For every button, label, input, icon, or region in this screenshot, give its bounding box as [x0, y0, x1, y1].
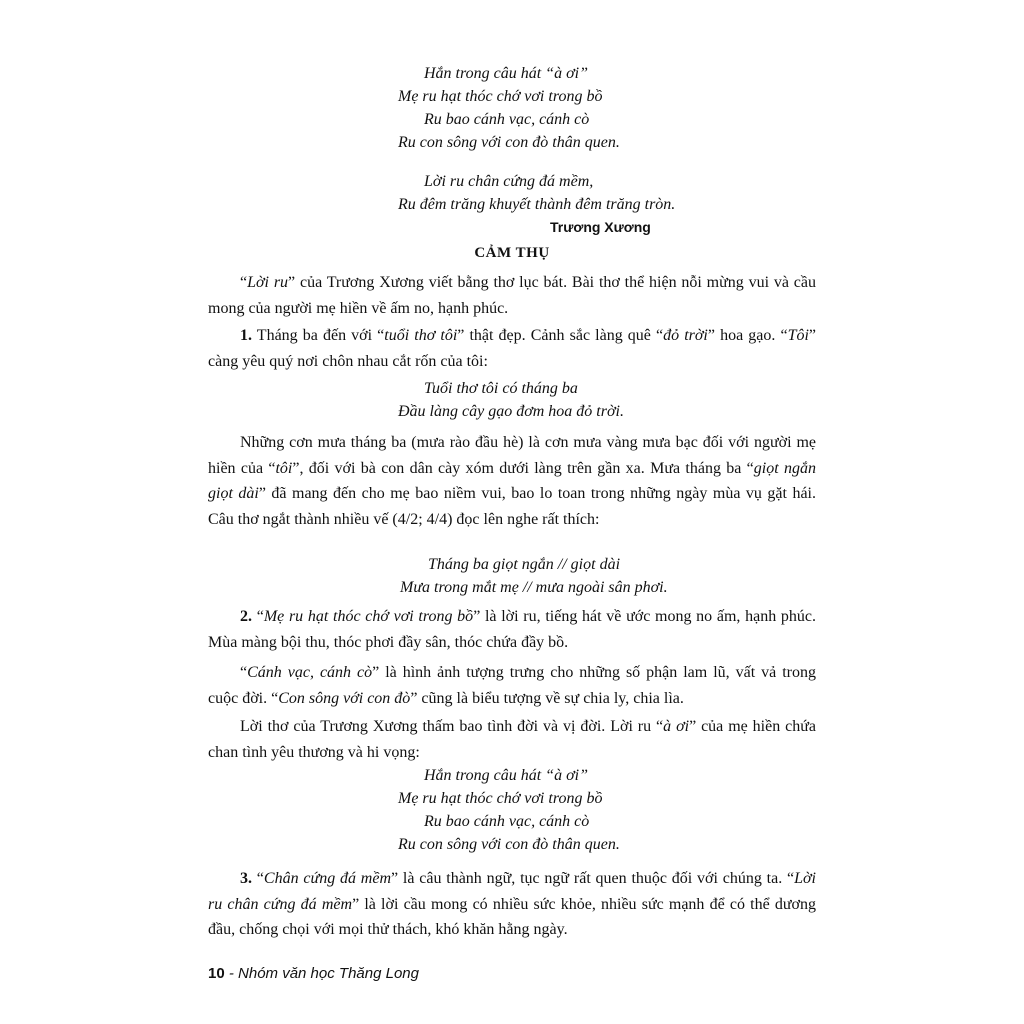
paragraph-5	[208, 714, 816, 765]
section-title: CẢM THỤ	[474, 245, 550, 261]
poem-line: Ru con sông với con đò thân quen.	[398, 134, 620, 151]
paragraph-number: 3.	[240, 870, 252, 887]
page-footer	[208, 965, 419, 982]
paragraph-3: 2. “Mẹ ru hạt thóc chớ vơi trong bồ” là lời ru, tiếng hát về ước mong no ấm, hạnh phúc. Mùa màng bội thu, thóc phơi đầy sân, thóc chứa đầy bồ.	[208, 608, 817, 651]
paragraph-text: ” đã mang đến cho mẹ bao niềm vui, bao lo toan trong những ngày mùa vụ gặt hái. Câu thơ ngắt thành nhiều vế (4/2; 4/4) đọc lên nghe rất thích:	[208, 485, 816, 528]
paragraph-text: ” thật đẹp. Cảnh sắc làng quê “	[457, 327, 664, 344]
quote-term: Lời ru	[247, 274, 289, 291]
quote-poem-2	[400, 553, 668, 599]
paragraph-text: ” là lời cầu mong có nhiều sức khỏe, nhiều sức mạnh để có thể dương đầu, chống chọi với mọi thử thách, khó khăn hằng ngày.	[208, 895, 817, 938]
paragraph-text: ” là hình ảnh tượng trưng cho những số phận lam lũ, vất vả trong cuộc đời. “	[208, 664, 816, 707]
paragraph-text: Những cơn mưa tháng ba (mưa rào đầu hè) là cơn mưa vàng mưa bạc đối với người mẹ hiền của “	[208, 434, 816, 477]
paragraph-4: “Cánh vạc, cánh cò” là hình ảnh tượng trưng cho những số phận lam lũ, vất vả trong cuộc đời. “Con sông với con đò” cũng là biểu tượng về sự chia ly, chia lìa.	[208, 664, 816, 707]
poem-line: Mẹ ru hạt thóc chớ vơi trong bồ	[398, 88, 603, 105]
paragraph-2	[208, 430, 816, 532]
quote-term: đỏ trời	[663, 327, 708, 344]
poem-line: Lời ru chân cứng đá mềm,	[424, 173, 594, 190]
paragraph-number: 1.	[240, 327, 252, 344]
quote-term: giọt ngắn giọt dài	[208, 459, 817, 502]
quote-term: Lời ru chân cứng đá mềm	[208, 870, 816, 913]
paragraph-text: ”, đối với bà con dân cày xóm dưới làng trên gần xa. Mưa tháng ba “	[292, 459, 754, 477]
poem-line: Ru đêm trăng khuyết thành đêm trăng tròn.	[398, 196, 676, 213]
intro-paragraph: “Lời ru” của Trương Xương viết bằng thơ lục bát. Bài thơ thể hiện nỗi mừng vui và cầu mong của người mẹ hiền về ấm no, hạnh phúc.	[208, 274, 816, 317]
quote-term: Mẹ ru hạt thóc chớ vơi trong bồ	[263, 608, 474, 625]
paragraph-1	[208, 323, 816, 374]
paragraph-6: 3. “Chân cứng đá mềm” là câu thành ngữ, tục ngữ rất quen thuộc đối với chúng ta. “Lời ru chân cứng đá mềm” là lời cầu mong có nhiều sức khỏe, nhiều sức mạnh để có thể dương đầu, chống chọi với mọi thử thách, khó khăn hằng ngày.	[208, 870, 817, 938]
paragraph-text: ” cũng là biểu tượng về sự chia ly, chia lìa.	[410, 689, 684, 707]
quote-term: Chân cứng đá mềm	[263, 870, 392, 887]
poem-stanza-2	[398, 170, 675, 216]
quote-term: à ơi	[663, 718, 690, 735]
paragraph-text: Lời thơ của Trương Xương thấm bao tình đời và vị đời. Lời ru “	[240, 718, 664, 735]
paragraph-text: ” càng yêu quý nơi chôn nhau cắt rốn của tôi:	[208, 327, 817, 370]
poem-line: Tuổi thơ tôi có tháng ba	[424, 380, 578, 397]
poem-line: Mẹ ru hạt thóc chớ vơi trong bồ	[398, 790, 603, 807]
paragraph-text: Tháng ba đến với “	[252, 327, 385, 344]
poem-line: Hắn trong câu hát “à ơi”	[424, 65, 588, 82]
paragraph-text: ” là câu thành ngữ, tục ngữ rất quen thuộc đối với chúng ta. “	[391, 870, 795, 887]
page-number: 10	[208, 965, 225, 982]
poem-line: Ru bao cánh vạc, cánh cò	[424, 813, 590, 830]
quote-term: Tôi	[787, 327, 809, 344]
book-title: - Nhóm văn học Thăng Long	[224, 965, 419, 982]
paragraph-text: ” của mẹ hiền chứa chan tình yêu thương và hi vọng:	[208, 718, 817, 761]
paragraph-text: của Trương Xương viết bằng thơ lục bát. Bài thơ thể hiện nỗi mừng vui và cầu mong của người mẹ hiền về ấm no, hạnh phúc.	[208, 274, 816, 317]
paragraph-number: 2.	[240, 608, 252, 625]
quote-term: Con sông với con đò	[278, 689, 411, 707]
poem-line: Ru con sông với con đò thân quen.	[398, 836, 620, 853]
poem-line: Hắn trong câu hát “à ơi”	[424, 767, 588, 784]
poem-line: Đầu làng cây gạo đơm hoa đỏ trời.	[398, 403, 624, 420]
paragraph-text: ” là lời ru, tiếng hát về ước mong no ấm, hạnh phúc. Mùa màng bội thu, thóc phơi đầy sân, thóc chứa đầy bồ.	[208, 608, 817, 651]
quote-poem-3	[398, 764, 620, 856]
poem-line: Mưa trong mắt mẹ // mưa ngoài sân phơi.	[400, 579, 668, 596]
poem-author: Trương Xương	[550, 219, 651, 235]
quote-poem-1	[398, 377, 624, 423]
quote-term: Cánh vạc, cánh cò	[247, 664, 373, 681]
quote-term: tuổi thơ tôi	[384, 327, 458, 344]
paragraph-text: ” hoa gạo. “	[707, 327, 788, 344]
poem-line: Tháng ba giọt ngắn // giọt dài	[428, 556, 621, 573]
poem-line: Ru bao cánh vạc, cánh cò	[424, 111, 590, 128]
quote-term: tôi	[275, 459, 293, 477]
poem-stanza-1	[398, 62, 620, 154]
